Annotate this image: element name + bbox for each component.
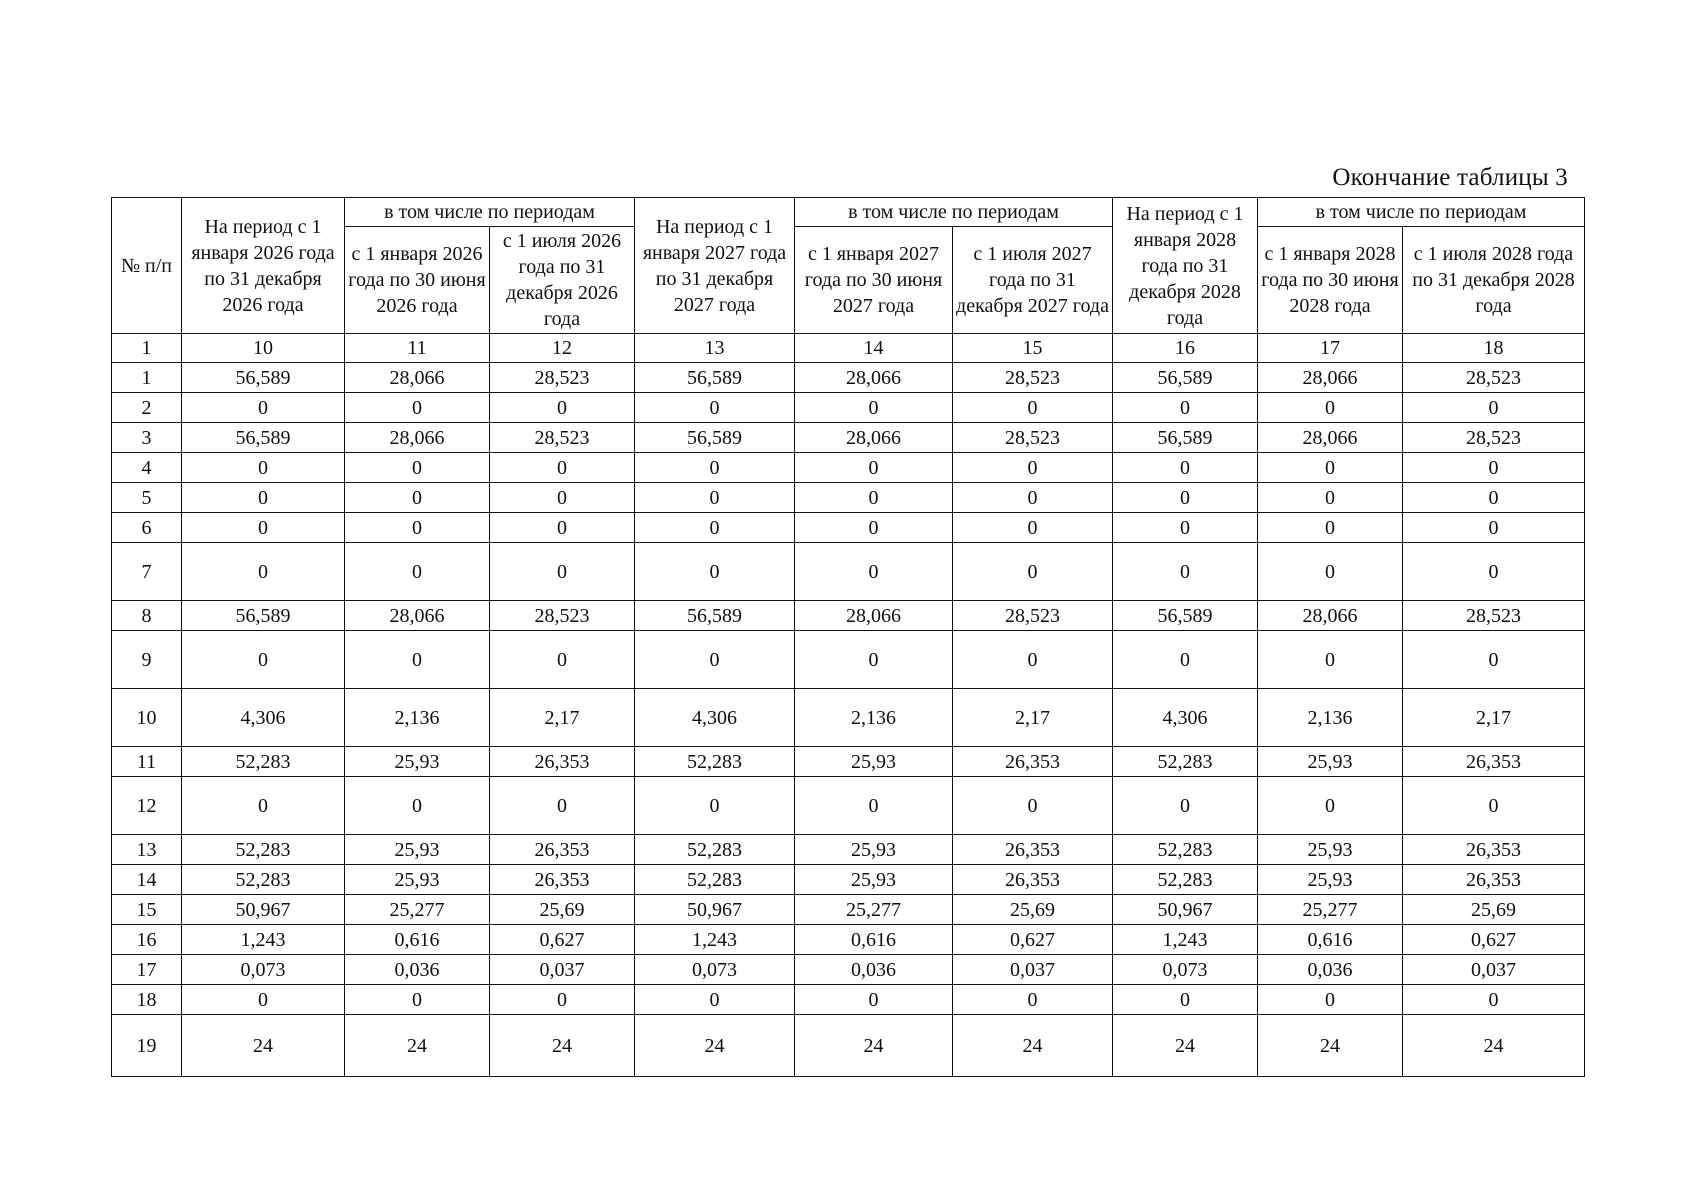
table-cell: 24 xyxy=(1403,1015,1585,1077)
table-cell: 56,589 xyxy=(1113,363,1258,393)
table-cell: 4,306 xyxy=(182,689,345,747)
table-cell: 0 xyxy=(1113,393,1258,423)
row-number: 11 xyxy=(112,747,182,777)
table-cell: 0,616 xyxy=(345,925,490,955)
table-cell: 25,93 xyxy=(795,835,953,865)
table-cell: 0 xyxy=(635,393,795,423)
table-cell: 0 xyxy=(1258,513,1403,543)
table-row xyxy=(112,453,1585,483)
table-cell: 24 xyxy=(345,1015,490,1077)
table-cell: 0 xyxy=(1258,483,1403,513)
table-cell: 0 xyxy=(1113,985,1258,1015)
row-number: 12 xyxy=(112,777,182,835)
table-cell: 28,066 xyxy=(1258,363,1403,393)
column-number: 11 xyxy=(345,334,490,363)
table-cell: 4,306 xyxy=(635,689,795,747)
table-cell: 50,967 xyxy=(1113,895,1258,925)
column-number: 13 xyxy=(635,334,795,363)
table-cell: 0 xyxy=(1113,513,1258,543)
table-cell: 0,037 xyxy=(490,955,635,985)
table-cell: 0 xyxy=(795,631,953,689)
table-cell: 2,17 xyxy=(953,689,1113,747)
table-cell: 0 xyxy=(635,513,795,543)
row-number: 10 xyxy=(112,689,182,747)
table-cell: 24 xyxy=(1113,1015,1258,1077)
table-cell: 0 xyxy=(953,393,1113,423)
row-number: 16 xyxy=(112,925,182,955)
table-row xyxy=(112,601,1585,631)
table-cell: 24 xyxy=(795,1015,953,1077)
column-number-row xyxy=(112,334,1585,363)
column-number: 15 xyxy=(953,334,1113,363)
table-cell: 28,066 xyxy=(345,363,490,393)
table-cell: 25,277 xyxy=(1258,895,1403,925)
table-cell: 52,283 xyxy=(182,835,345,865)
table-cell: 0 xyxy=(182,483,345,513)
table-cell: 56,589 xyxy=(1113,601,1258,631)
table-cell: 24 xyxy=(182,1015,345,1077)
table-cell: 0,037 xyxy=(1403,955,1585,985)
table-cell: 24 xyxy=(635,1015,795,1077)
table-cell: 0 xyxy=(795,453,953,483)
table-cell: 0 xyxy=(1403,453,1585,483)
table-cell: 56,589 xyxy=(635,601,795,631)
table-cell: 0 xyxy=(490,513,635,543)
table-cell: 0 xyxy=(182,393,345,423)
table-cell: 0,073 xyxy=(1113,955,1258,985)
header-h2-2027: с 1 июля 2027 года по 31 декабря 2027 года xyxy=(953,227,1113,334)
table-header xyxy=(112,198,1585,334)
table-cell: 52,283 xyxy=(182,747,345,777)
table-cell: 56,589 xyxy=(635,423,795,453)
table-cell: 52,283 xyxy=(635,747,795,777)
table-cell: 26,353 xyxy=(1403,747,1585,777)
table-cell: 0 xyxy=(795,543,953,601)
row-number: 7 xyxy=(112,543,182,601)
table-cell: 2,17 xyxy=(490,689,635,747)
table-cell: 25,277 xyxy=(345,895,490,925)
table-cell: 0 xyxy=(1113,543,1258,601)
table-cell: 28,523 xyxy=(1403,423,1585,453)
table-cell: 0 xyxy=(345,631,490,689)
table-cell: 52,283 xyxy=(1113,835,1258,865)
table-cell: 52,283 xyxy=(1113,747,1258,777)
table-cell: 28,066 xyxy=(345,423,490,453)
header-total-2026: На период с 1 января 2026 года по 31 декабря 2026 года xyxy=(182,198,345,334)
table-cell: 25,93 xyxy=(345,865,490,895)
row-number: 2 xyxy=(112,393,182,423)
column-number: 18 xyxy=(1403,334,1585,363)
header-h2-2026: с 1 июля 2026 года по 31 декабря 2026 года xyxy=(490,227,635,334)
header-total-2028: На период с 1 января 2028 года по 31 декабря 2028 года xyxy=(1113,198,1258,334)
header-total-2027: На период с 1 января 2027 года по 31 декабря 2027 года xyxy=(635,198,795,334)
row-number: 4 xyxy=(112,453,182,483)
table-cell: 0,073 xyxy=(182,955,345,985)
table-cell: 0,036 xyxy=(1258,955,1403,985)
row-number: 6 xyxy=(112,513,182,543)
table-row xyxy=(112,363,1585,393)
table-cell: 0 xyxy=(490,543,635,601)
table-cell: 0,036 xyxy=(345,955,490,985)
table-cell: 52,283 xyxy=(635,865,795,895)
table-row xyxy=(112,689,1585,747)
table-cell: 25,93 xyxy=(1258,835,1403,865)
table-cell: 28,523 xyxy=(953,601,1113,631)
table-cell: 0 xyxy=(1113,483,1258,513)
table-cell: 1,243 xyxy=(1113,925,1258,955)
table-row xyxy=(112,483,1585,513)
table-cell: 25,93 xyxy=(345,835,490,865)
table-cell: 0 xyxy=(182,453,345,483)
table-cell: 28,523 xyxy=(953,363,1113,393)
table-cell: 25,277 xyxy=(795,895,953,925)
table-row xyxy=(112,835,1585,865)
table-cell: 25,93 xyxy=(1258,747,1403,777)
table-cell: 28,066 xyxy=(345,601,490,631)
table-cell: 52,283 xyxy=(635,835,795,865)
table-cell: 0,036 xyxy=(795,955,953,985)
table-cell: 1,243 xyxy=(635,925,795,955)
table-cell: 28,523 xyxy=(1403,363,1585,393)
table-cell: 0 xyxy=(635,985,795,1015)
table-cell: 56,589 xyxy=(635,363,795,393)
table-row xyxy=(112,747,1585,777)
row-number: 9 xyxy=(112,631,182,689)
table-cell: 0 xyxy=(635,777,795,835)
column-number: 17 xyxy=(1258,334,1403,363)
table-cell: 28,066 xyxy=(795,423,953,453)
table-cell: 0 xyxy=(795,777,953,835)
table-cell: 25,93 xyxy=(795,747,953,777)
table-cell: 0 xyxy=(953,543,1113,601)
table-cell: 0 xyxy=(1403,393,1585,423)
table-cell: 28,066 xyxy=(1258,601,1403,631)
row-number: 1 xyxy=(112,363,182,393)
table-cell: 28,523 xyxy=(490,601,635,631)
column-number: 14 xyxy=(795,334,953,363)
table-cell: 26,353 xyxy=(953,865,1113,895)
table-cell: 0 xyxy=(795,513,953,543)
table-row xyxy=(112,631,1585,689)
table-cell: 0 xyxy=(1113,777,1258,835)
row-number: 3 xyxy=(112,423,182,453)
table-cell: 1,243 xyxy=(182,925,345,955)
table-row xyxy=(112,543,1585,601)
header-h1-2028: с 1 января 2028 года по 30 июня 2028 года xyxy=(1258,227,1403,334)
table-cell: 0 xyxy=(635,543,795,601)
table-cell: 24 xyxy=(490,1015,635,1077)
table-cell: 0 xyxy=(795,985,953,1015)
table-cell: 0,616 xyxy=(1258,925,1403,955)
header-subperiods-2026: в том числе по периодам xyxy=(345,198,635,227)
table-cell: 2,136 xyxy=(795,689,953,747)
header-h1-2026: с 1 января 2026 года по 30 июня 2026 года xyxy=(345,227,490,334)
table-row xyxy=(112,423,1585,453)
row-number: 14 xyxy=(112,865,182,895)
table-cell: 0 xyxy=(1403,543,1585,601)
table-row xyxy=(112,925,1585,955)
table-cell: 0,037 xyxy=(953,955,1113,985)
table-cell: 26,353 xyxy=(490,747,635,777)
table-cell: 4,306 xyxy=(1113,689,1258,747)
table-row xyxy=(112,513,1585,543)
table-cell: 52,283 xyxy=(182,865,345,895)
table-row xyxy=(112,955,1585,985)
table-cell: 0 xyxy=(490,453,635,483)
table-cell: 0 xyxy=(1258,543,1403,601)
table-cell: 50,967 xyxy=(635,895,795,925)
table-cell: 0 xyxy=(1403,777,1585,835)
table-cell: 0 xyxy=(490,393,635,423)
table-body xyxy=(112,334,1585,1077)
table-cell: 0 xyxy=(953,483,1113,513)
table-cell: 0 xyxy=(953,631,1113,689)
table-cell: 0 xyxy=(345,513,490,543)
header-row-number: № п/п xyxy=(112,198,182,334)
table-cell: 26,353 xyxy=(953,835,1113,865)
table-cell: 56,589 xyxy=(1113,423,1258,453)
column-number: 10 xyxy=(182,334,345,363)
table-cell: 0 xyxy=(345,543,490,601)
table-cell: 0,627 xyxy=(490,925,635,955)
table-cell: 28,523 xyxy=(490,423,635,453)
table-cell: 0 xyxy=(490,631,635,689)
table-cell: 0 xyxy=(345,985,490,1015)
table-cell: 0 xyxy=(490,985,635,1015)
table-cell: 0 xyxy=(635,631,795,689)
table-cell: 2,17 xyxy=(1403,689,1585,747)
table-cell: 25,69 xyxy=(490,895,635,925)
row-number: 8 xyxy=(112,601,182,631)
table-cell: 50,967 xyxy=(182,895,345,925)
row-number: 13 xyxy=(112,835,182,865)
table-cell: 24 xyxy=(1258,1015,1403,1077)
table-row xyxy=(112,777,1585,835)
row-number: 19 xyxy=(112,1015,182,1077)
table-cell: 0 xyxy=(490,483,635,513)
table-cell: 26,353 xyxy=(490,835,635,865)
header-subperiods-2027: в том числе по периодам xyxy=(795,198,1113,227)
table-cell: 0,627 xyxy=(1403,925,1585,955)
table-cell: 25,93 xyxy=(1258,865,1403,895)
table-cell: 28,523 xyxy=(1403,601,1585,631)
table-row xyxy=(112,985,1585,1015)
table-cell: 0 xyxy=(182,777,345,835)
table-cell: 2,136 xyxy=(345,689,490,747)
table-cell: 0 xyxy=(1113,453,1258,483)
row-number: 5 xyxy=(112,483,182,513)
table-cell: 52,283 xyxy=(1113,865,1258,895)
table-cell: 28,523 xyxy=(490,363,635,393)
table-cell: 0 xyxy=(953,513,1113,543)
table-cell: 0 xyxy=(345,453,490,483)
table-cell: 25,93 xyxy=(345,747,490,777)
table-cell: 0 xyxy=(1258,985,1403,1015)
table-cell: 0 xyxy=(953,985,1113,1015)
header-subperiods-2028: в том числе по периодам xyxy=(1258,198,1585,227)
table-cell: 26,353 xyxy=(1403,835,1585,865)
table-cell: 0 xyxy=(1403,985,1585,1015)
table-cell: 0 xyxy=(795,393,953,423)
table-cell: 26,353 xyxy=(1403,865,1585,895)
table-cell: 0 xyxy=(182,631,345,689)
table-cell: 0 xyxy=(1403,631,1585,689)
table-cell: 0 xyxy=(1258,453,1403,483)
table-cell: 0 xyxy=(635,483,795,513)
row-number: 17 xyxy=(112,955,182,985)
table-cell: 26,353 xyxy=(490,865,635,895)
table-cell: 0 xyxy=(635,453,795,483)
table-row xyxy=(112,393,1585,423)
table-row xyxy=(112,895,1585,925)
table-cell: 25,69 xyxy=(1403,895,1585,925)
header-h1-2027: с 1 января 2027 года по 30 июня 2027 года xyxy=(795,227,953,334)
table-caption: Окончание таблицы 3 xyxy=(1332,164,1568,191)
table-cell: 0 xyxy=(1258,777,1403,835)
table-cell: 0 xyxy=(1403,483,1585,513)
table-cell: 0 xyxy=(1258,631,1403,689)
table-cell: 28,523 xyxy=(953,423,1113,453)
column-number: 12 xyxy=(490,334,635,363)
table-cell: 26,353 xyxy=(953,747,1113,777)
table-cell: 56,589 xyxy=(182,601,345,631)
table-row xyxy=(112,1015,1585,1077)
table-cell: 25,93 xyxy=(795,865,953,895)
row-number: 15 xyxy=(112,895,182,925)
column-number: 16 xyxy=(1113,334,1258,363)
table-cell: 0,627 xyxy=(953,925,1113,955)
table-cell: 0 xyxy=(182,543,345,601)
table-cell: 28,066 xyxy=(795,601,953,631)
table-cell: 0 xyxy=(1113,631,1258,689)
table-cell: 0 xyxy=(490,777,635,835)
table-cell: 28,066 xyxy=(1258,423,1403,453)
column-number: 1 xyxy=(112,334,182,363)
table-row xyxy=(112,865,1585,895)
table-cell: 0 xyxy=(953,453,1113,483)
table-cell: 0 xyxy=(1258,393,1403,423)
table-cell: 0 xyxy=(795,483,953,513)
table-cell: 0,073 xyxy=(635,955,795,985)
table-cell: 0 xyxy=(345,483,490,513)
row-number: 18 xyxy=(112,985,182,1015)
tariff-table xyxy=(111,197,1585,1077)
table-cell: 0 xyxy=(182,985,345,1015)
table-cell: 24 xyxy=(953,1015,1113,1077)
table-cell: 2,136 xyxy=(1258,689,1403,747)
table-cell: 56,589 xyxy=(182,423,345,453)
table-cell: 0,616 xyxy=(795,925,953,955)
table-cell: 56,589 xyxy=(182,363,345,393)
header-h2-2028: с 1 июля 2028 года по 31 декабря 2028 года xyxy=(1403,227,1585,334)
table-cell: 28,066 xyxy=(795,363,953,393)
table-cell: 0 xyxy=(345,393,490,423)
table-cell: 0 xyxy=(182,513,345,543)
table-cell: 0 xyxy=(1403,513,1585,543)
table-cell: 25,69 xyxy=(953,895,1113,925)
table-cell: 0 xyxy=(345,777,490,835)
table-cell: 0 xyxy=(953,777,1113,835)
